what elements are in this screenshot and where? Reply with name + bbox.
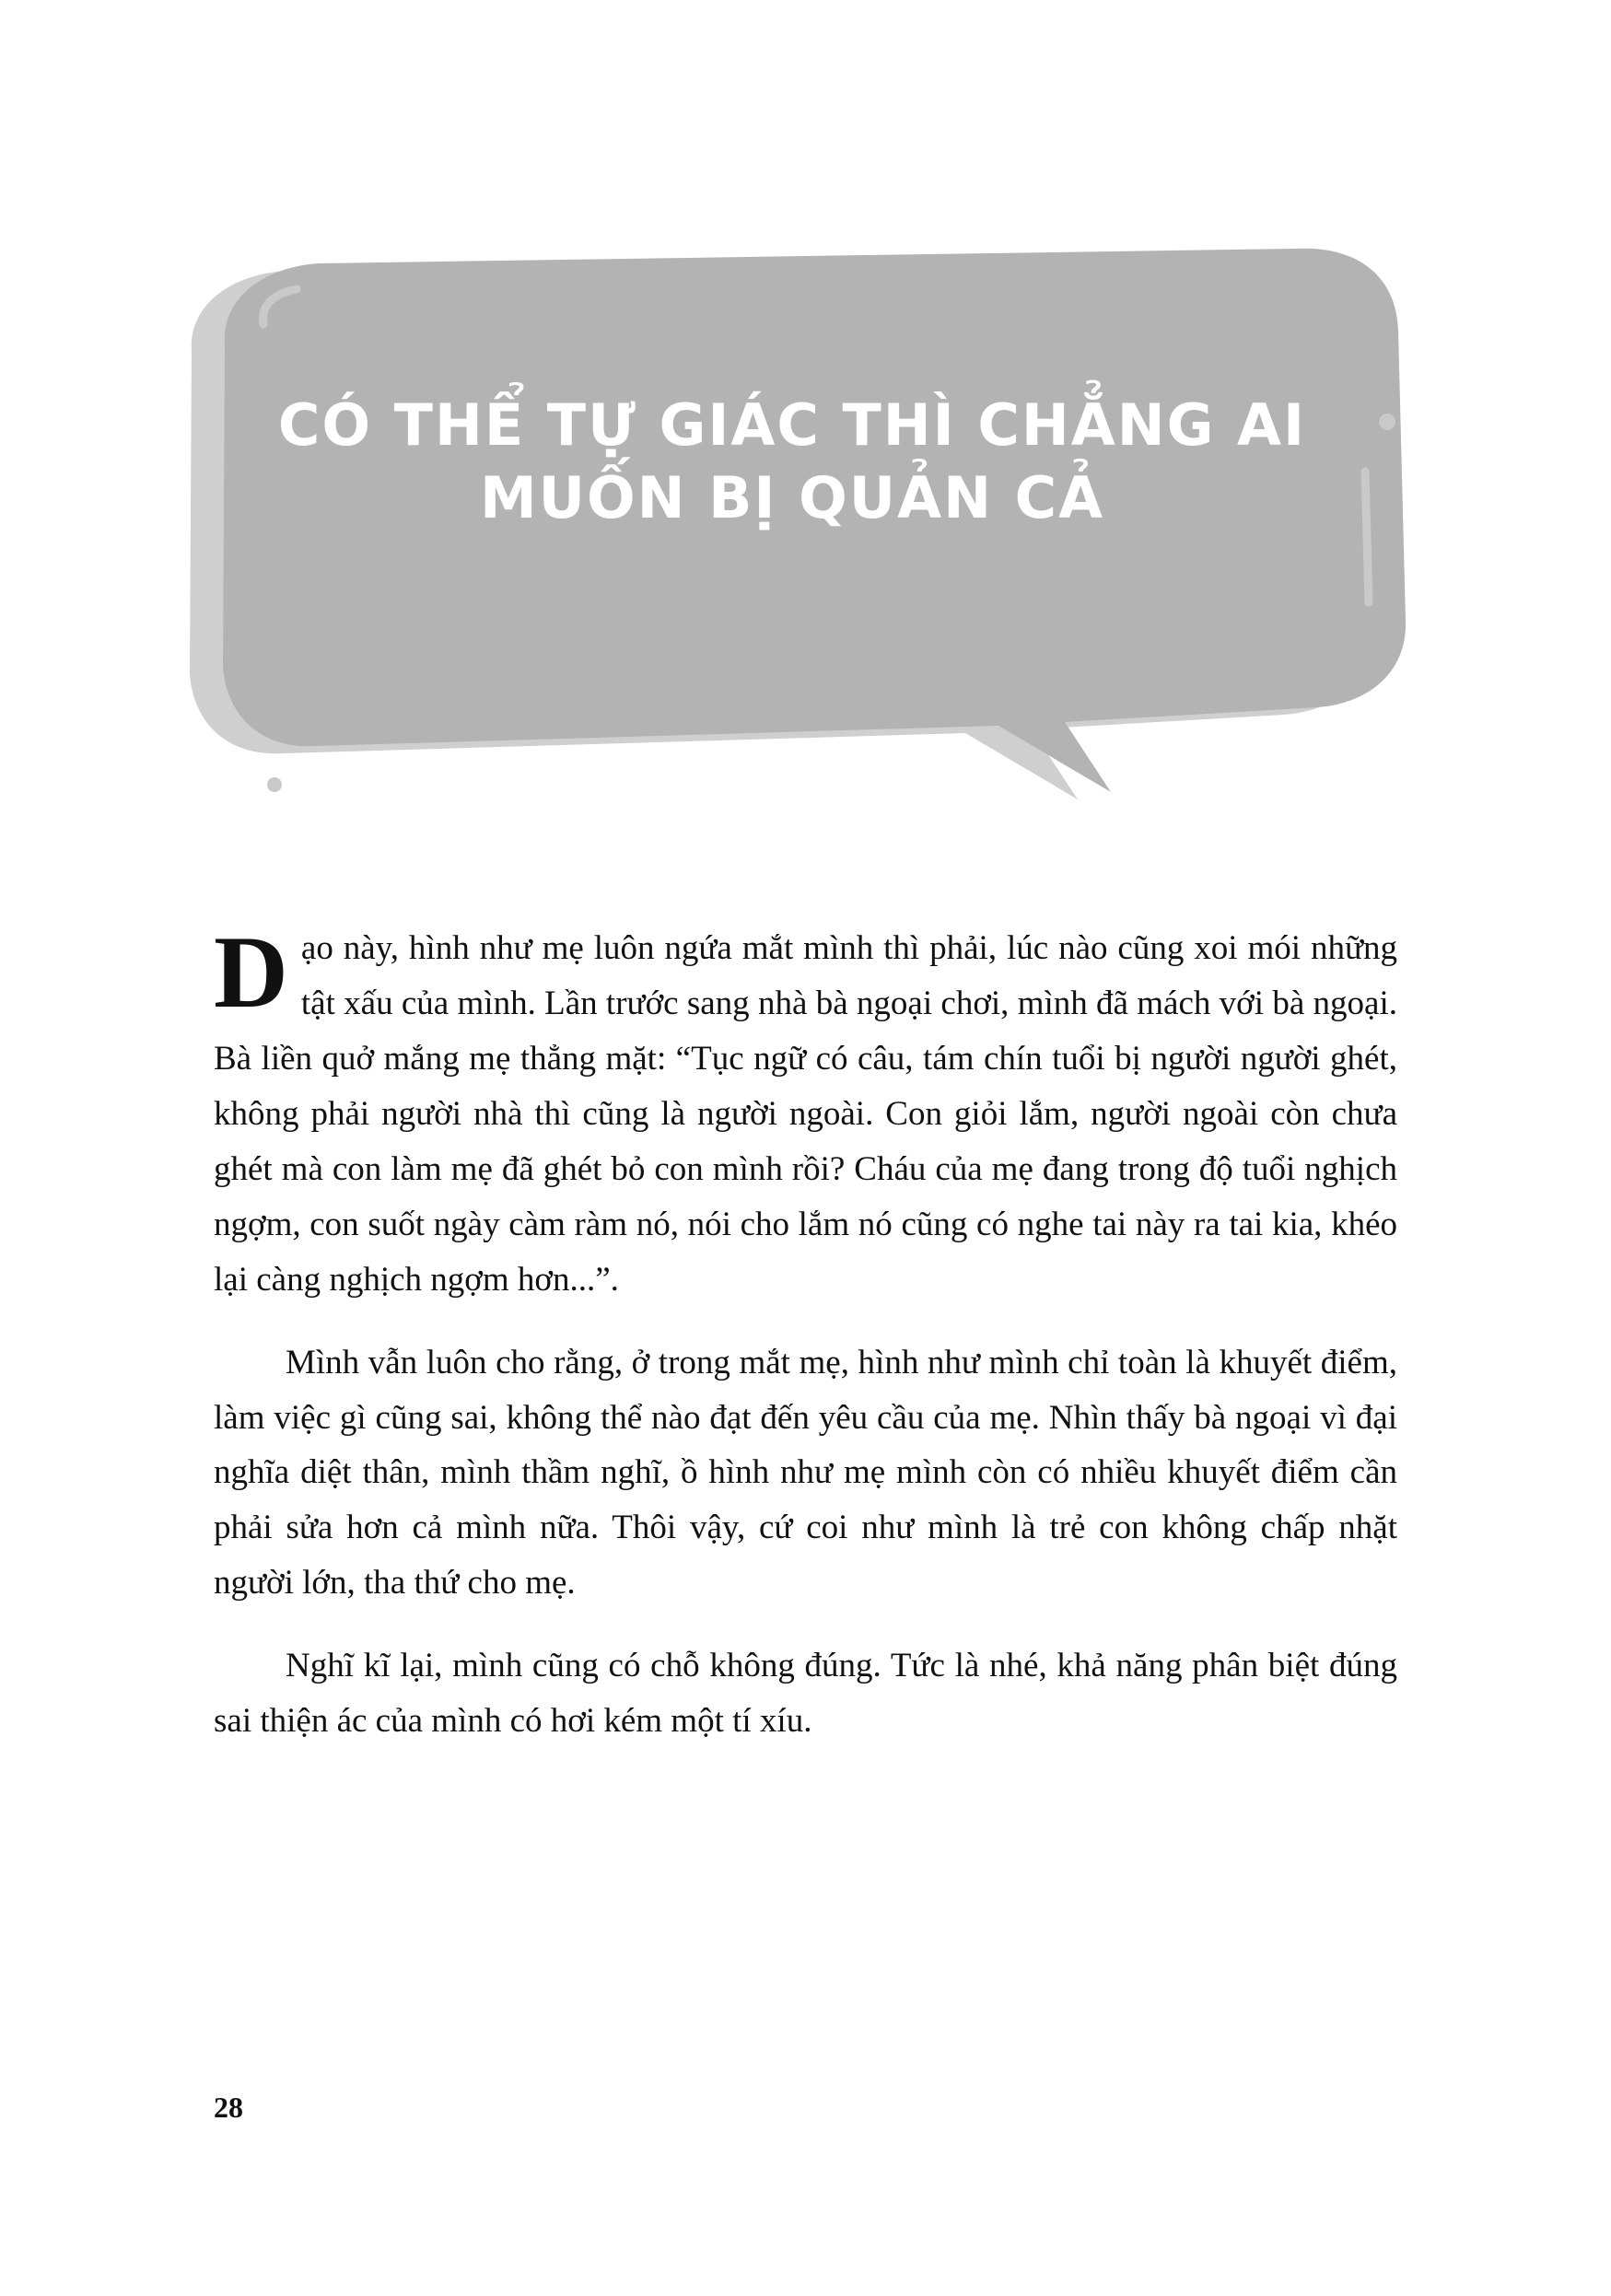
paragraph-2: Mình vẫn luôn cho rằng, ở trong mắt mẹ, hình như mình chỉ toàn là khuyết điểm, làm việc gì cũng sai, không thể nào đạt đến yêu cầu của mẹ. Nhìn thấy bà ngoại vì đại nghĩa diệt thân, mình thầm nghĩ, ồ hình như mẹ mình còn có nhiều khuyết điểm cần phải sửa hơn cả mình nữa. Thôi vậy, cứ coi như mình là trẻ con không chấp nhặt người lớn, tha thứ cho mẹ. [214, 1343, 1397, 1603]
body-text [214, 915, 1397, 1777]
bubble-highlight-2 [1365, 472, 1369, 602]
page-number: 28 [214, 2091, 243, 2124]
chapter-title-line-1: CÓ THỂ TỰ GIÁC THÌ CHẲNG AI [277, 391, 1307, 459]
paragraph-1-text: ạo này, hình như mẹ luôn ngứa mắt mình thì phải, lúc nào cũng xoi mói những tật xấu của mình. Lần trước sang nhà bà ngoại chơi, mình đã mách với bà ngoại. Bà liền quở mắng mẹ thẳng mặt: “Tục ngữ có câu, tám chín tuổi bị người người ghét, không phải người nhà thì cũng là người ngoài. Con giỏi lắm, người ngoài còn chưa ghét mà con làm mẹ đã ghét bỏ con mình rồi? Cháu của mẹ đang trong độ tuổi nghịch ngợm, con suốt ngày càm ràm nó, nói cho lắm nó cũng có nghe tai này ra tai kia, khéo lại càng nghịch ngợm hơn...”. [214, 929, 1397, 1299]
paragraph-3: Nghĩ kĩ lại, mình cũng có chỗ không đúng. Tức là nhé, khả năng phân biệt đúng sai thiện ác của mình có hơi kém một tí xíu. [214, 1647, 1397, 1741]
speech-bubble-icon [175, 241, 1409, 840]
paragraph-1 [214, 915, 1397, 1308]
bubble-body [223, 249, 1406, 792]
drop-cap: D [214, 915, 288, 1030]
chapter-title-line-2: MUỐN BỊ QUẢN CẢ [479, 464, 1105, 532]
bubble-dot-right [1379, 414, 1395, 430]
bubble-dot-left [267, 777, 282, 792]
chapter-title-bubble [175, 241, 1409, 840]
